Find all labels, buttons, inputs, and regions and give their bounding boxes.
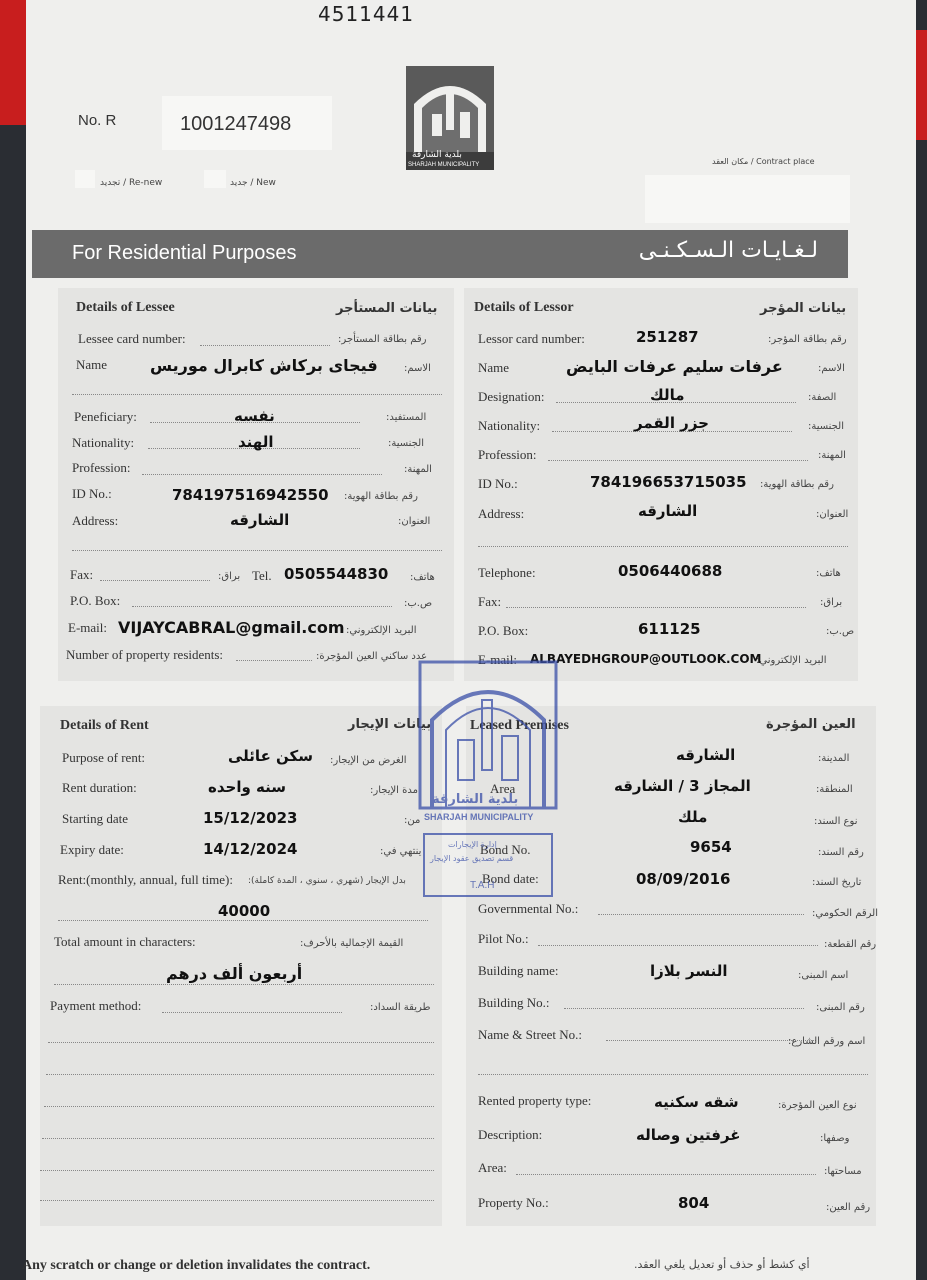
lessee-po-label: P.O. Box: [70,593,121,608]
lessor-nationality-value: جزر القمر [634,414,709,432]
lessee-nationality-ar: الجنسية: [388,438,424,449]
rent-start-ar: من: [404,815,421,826]
lessee-address-ar: العنوان: [398,516,431,527]
premises-city-ar: المدينة: [818,753,850,764]
premises-prop-no-value: 804 [678,1194,710,1212]
premises-gov-label: Governmental No.: [478,901,579,916]
rent-duration-value: سنه واحده [208,778,286,796]
premises-deed-type-ar: نوع السند: [814,816,858,827]
lessor-email-value: ALBAYEDHGROUP@OUTLOOK.COM [530,652,762,666]
rent-duration-label: Rent duration: [62,780,137,795]
handwritten-number: 4511441 [318,2,415,26]
lessor-address-ar: العنوان: [816,509,849,520]
premises-area-label: Area [490,781,516,796]
purpose-banner [32,230,848,278]
lessor-tel-value: 0506440688 [618,562,723,580]
lessee-tel-ar: هاتف: [410,572,435,583]
lessee-card-label: Lessee card number: [78,331,186,346]
stamp-line5: T.A.H [470,880,495,891]
lessee-email-label: E-mail: [68,620,107,635]
footer-note-en: Any scratch or change or deletion invalidates the contract. [22,1258,371,1273]
premises-building-value: النسر بلازا [650,962,728,980]
lessor-title: Details of Lessor [474,300,574,315]
premises-type-ar: نوع العين المؤجرة: [778,1100,857,1111]
lessor-id-ar: رقم بطاقة الهوية: [760,479,834,490]
premises-deed-type-value: ملك [678,808,708,826]
premises-gov-ar: الرقم الحكومي: [812,908,878,919]
payment-method-label: Payment method: [50,998,142,1013]
stamp-line4: قسم تصديق عقود الإيجار [430,854,514,863]
premises-bond-no-label: Bond No. [480,842,531,857]
lessee-id-value: 784197516942550 [172,486,329,504]
lessee-title-ar: بيانات المستأجر [336,301,438,316]
lessee-title: Details of Lessee [76,300,175,315]
lessor-nationality-ar: الجنسية: [808,421,844,432]
lessor-tel-ar: هاتف: [816,568,841,579]
rent-purpose-value: سكن عائلى [228,747,314,765]
new-checkbox[interactable] [204,170,226,188]
contract-place-field[interactable] [645,175,850,223]
stamp-line2: SHARJAH MUNICIPALITY [424,812,534,822]
rent-total-ar: القيمة الإجمالية بالأحرف: [300,938,404,949]
premises-bond-date-ar: تاريخ السند: [812,877,862,888]
stamp-emblem-icon [418,660,558,900]
premises-area2-label: Area: [478,1160,507,1175]
lessee-id-label: ID No.: [72,486,112,501]
lessor-card-value: 251287 [636,328,699,346]
lessee-id-ar: رقم بطاقة الهوية: [344,491,418,502]
lessee-fax-ar: براق: [218,571,241,582]
rent-amount-value: 40000 [218,902,271,920]
premises-building-no-ar: رقم المبنى: [816,1002,865,1013]
lessor-designation-value: مالك [650,386,685,404]
lessee-fax-label: Fax: [70,567,94,582]
renew-label: Re-new / تجديد [100,178,163,188]
renew-checkbox[interactable] [75,170,95,188]
banner-title-ar: لـغـايـات الـسـكـنـى [638,238,818,263]
lessee-tel-value: 0505544830 [284,565,389,583]
rent-total-value: أربعون ألف درهم [166,964,303,983]
lessor-tel-label: Telephone: [478,565,536,580]
premises-building-label: Building name: [478,963,559,978]
premises-bond-no-ar: رقم السند: [818,847,864,858]
premises-building-no-label: Building No.: [478,995,550,1010]
lessee-po-ar: ص.ب: [404,598,433,609]
premises-area-ar: المنطقة: [816,784,853,795]
contract-number: 1001247498 [180,113,292,135]
premises-prop-no-ar: رقم العين: [826,1202,871,1213]
lessor-id-value: 784196653715035 [590,473,747,491]
lessee-email-ar: البريد الإلكتروني: [346,625,417,636]
lessee-nationality-value: الهند [238,433,274,451]
premises-prop-no-label: Property No.: [478,1195,549,1210]
lessor-po-ar: ص.ب: [826,626,855,637]
premises-type-value: شقه سكنيه [654,1093,739,1111]
premises-plot-label: Pilot No.: [478,931,529,946]
lessee-beneficiary-label: Peneficiary: [74,409,137,424]
lessor-address-value: الشارقه [638,502,698,520]
logo-ar-text: بلدية الشارقة [412,150,462,160]
lessor-address-label: Address: [478,506,525,521]
premises-bond-date-label: Bond date: [482,871,539,886]
lessor-po-value: 611125 [638,620,701,638]
rent-purpose-label: Purpose of rent: [62,750,146,765]
premises-title: Leased Premises [470,718,569,733]
lessee-beneficiary-value: نفسه [234,407,275,425]
stamp-line3: إدارة الإيجارات [448,840,497,849]
contract-no-label: No. R [78,112,117,129]
lessor-name-label: Name [478,360,510,375]
lessor-title-ar: بيانات المؤجر [760,301,847,316]
red-edge-right [916,30,927,140]
lessee-address-label: Address: [72,513,119,528]
footer-note-ar: أي كشط أو حذف أو تعديل يلغي العقد. [634,1258,810,1271]
lessor-fax-label: Fax: [478,594,502,609]
lessor-name-ar: الاسم: [818,363,845,374]
lessee-beneficiary-ar: المستفيد: [386,412,427,423]
logo-en-text: SHARJAH MUNICIPALITY [408,162,480,168]
lessee-name-value: فيجاى بركاش كابرال موريس [150,356,378,375]
lessee-email-value: VIJAYCABRAL@gmail.com [118,618,345,637]
lessor-profession-label: Profession: [478,447,537,462]
lessor-card-label-ar: رقم بطاقة المؤجر: [768,334,847,345]
stamp-line1: بلدية الشارقة [432,792,519,807]
new-label: New / جديد [230,178,276,188]
rent-amount-ar: بدل الإيجار (شهري ، سنوي ، المدة كاملة): [248,876,406,886]
rent-duration-ar: مدة الإيجار: [370,785,418,796]
lessor-email-ar: البريد الإلكتروني: [756,655,827,666]
rent-purpose-ar: الغرض من الإيجار: [330,755,407,766]
lessor-name-value: عرفات سليم عرفات البايض [566,357,783,376]
lessee-profession-label: Profession: [72,460,131,475]
lessee-nationality-label: Nationality: [72,435,135,450]
payment-method-ar: طريقة السداد: [370,1002,431,1013]
lessee-tel-label: Tel. [252,568,272,583]
lessee-profession-ar: المهنة: [404,464,432,475]
municipality-stamp [418,660,558,900]
lessor-fax-ar: براق: [820,597,843,608]
premises-desc-label: Description: [478,1127,543,1142]
lessor-po-label: P.O. Box: [478,623,529,638]
lessor-email-label: E-mail: [478,652,517,667]
red-edge [0,0,26,125]
lessor-card-label: Lessor card number: [478,331,585,346]
rent-expiry-ar: ينتهي في: [380,846,422,857]
rent-expiry-label: Expiry date: [60,842,124,857]
rent-expiry-value: 14/12/2024 [203,840,298,858]
rent-start-label: Starting date [62,811,129,826]
lessee-card-label-ar: رقم بطاقة المستأجر: [338,334,427,345]
lessee-residents-label: Number of property residents: [66,647,224,662]
rent-title-ar: بيانات الإيجار [348,717,432,732]
rent-total-label: Total amount in characters: [54,934,196,949]
lessor-profession-ar: المهنة: [818,450,846,461]
lessor-designation-label: Designation: [478,389,545,404]
premises-bond-date-value: 08/09/2016 [636,870,731,888]
premises-type-label: Rented property type: [478,1093,592,1108]
premises-street-ar: اسم ورقم الشارع: [788,1036,866,1047]
lessee-name-ar: الاسم: [404,363,431,374]
sharjah-municipality-logo [404,64,496,172]
lessee-residents-ar: عدد ساكني العين المؤجرة: [316,651,428,662]
rent-title: Details of Rent [60,718,149,733]
premises-desc-value: غرفتين وصاله [636,1126,741,1144]
rent-amount-label: Rent:(monthly, annual, full time): [58,872,233,887]
lessor-id-label: ID No.: [478,476,518,491]
lessor-designation-ar: الصفة: [808,392,837,403]
premises-title-ar: العين المؤجرة [766,717,856,732]
lessor-nationality-label: Nationality: [478,418,541,433]
lessee-name-label: Name [76,357,108,372]
premises-street-label: Name & Street No.: [478,1027,582,1042]
premises-building-ar: اسم المبنى: [798,970,849,981]
premises-desc-ar: وصفها: [820,1133,850,1144]
premises-area2-ar: مساحتها: [824,1166,862,1177]
rent-start-value: 15/12/2023 [203,809,298,827]
premises-plot-ar: رقم القطعة: [824,939,877,950]
lessee-address-value: الشارقه [230,511,290,529]
banner-title-en: For Residential Purposes [72,242,297,264]
premises-area-value: المجاز 3 / الشارقه [614,777,751,795]
contract-place-label: Contract place / مكان العقد [712,157,815,166]
premises-city-value: الشارقه [676,746,736,764]
premises-bond-no-value: 9654 [690,838,732,856]
